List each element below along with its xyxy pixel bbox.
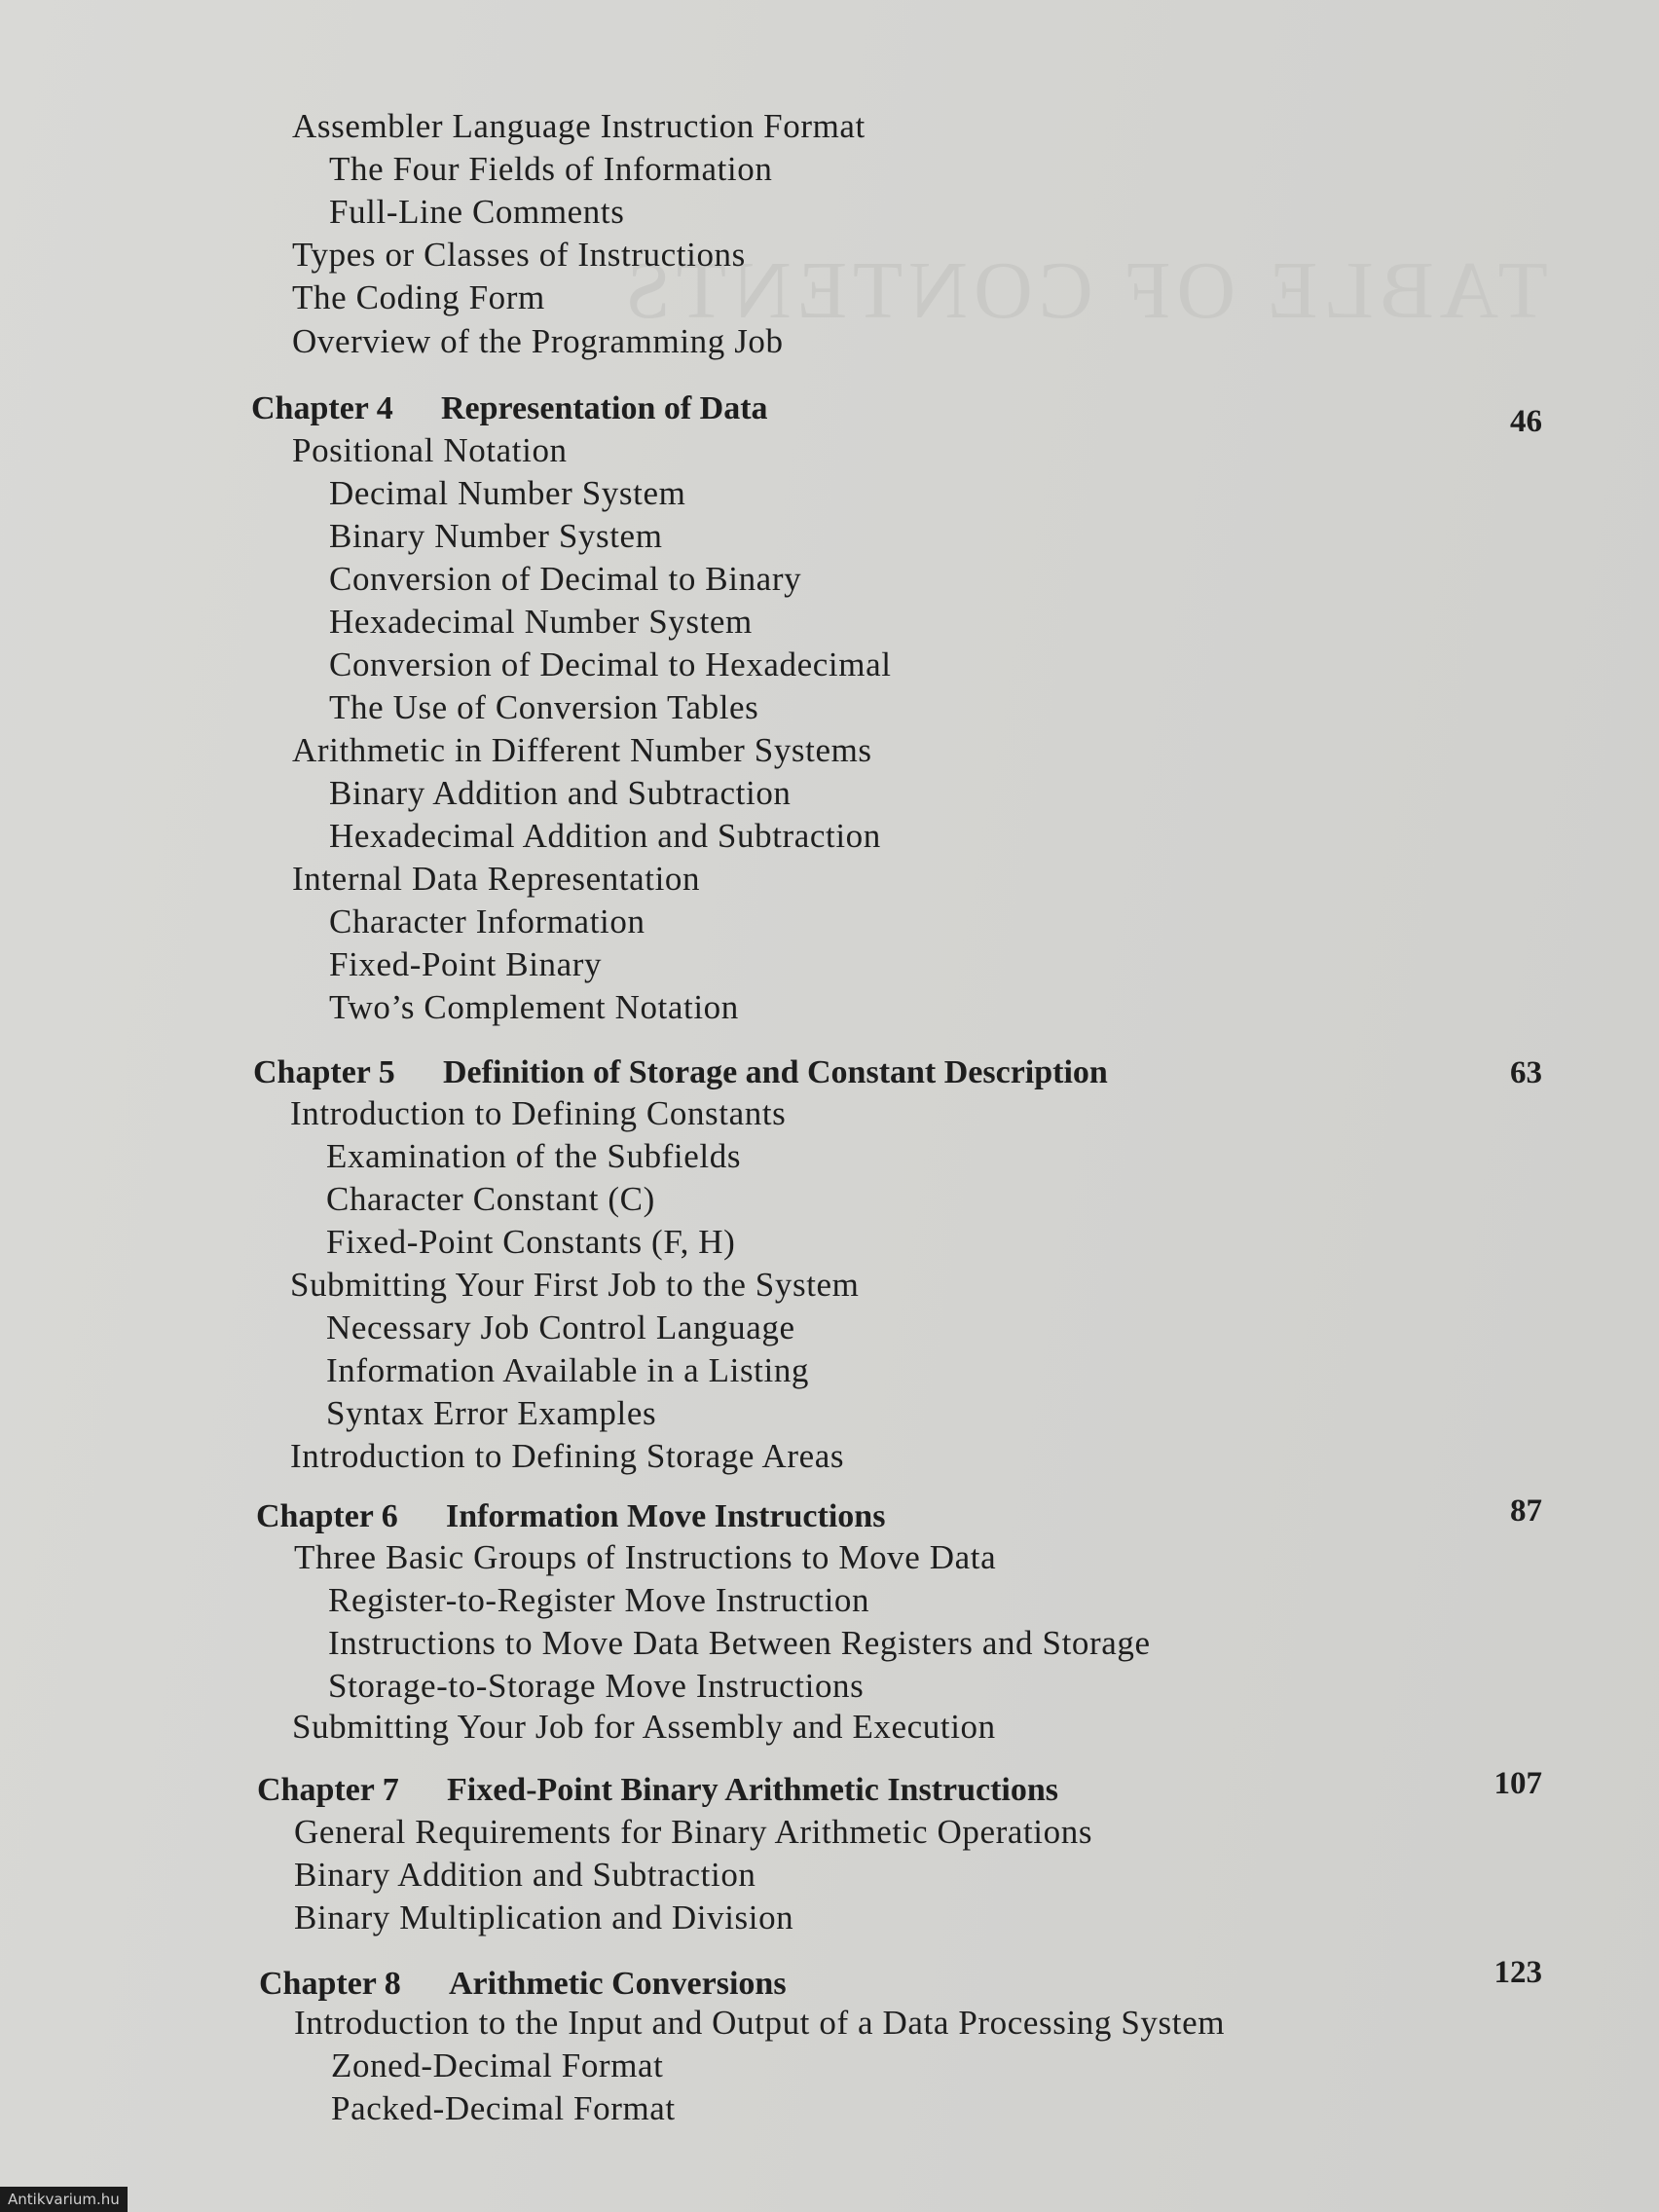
toc-subsection: Register-to-Register Move Instruction [328,1581,870,1619]
chapter-title: Arithmetic Conversions [449,1966,787,2002]
toc-section: Internal Data Representation [292,860,701,898]
toc-subsection: Examination of the Subfields [326,1137,742,1175]
toc-section: Submitting Your First Job to the System [290,1266,860,1304]
toc-subsection: Syntax Error Examples [326,1394,657,1432]
toc-subsection: Binary Number System [329,517,663,555]
chapter-6-heading [256,1497,885,1536]
chapter-4-heading [251,389,768,428]
chapter-label: Chapter 4 [251,390,393,426]
toc-subsection: Packed-Decimal Format [331,2089,676,2127]
toc-section: Three Basic Groups of Instructions to Move Data [294,1538,997,1576]
toc-subsection: Information Available in a Listing [326,1351,810,1389]
chapter-7-heading [257,1771,1058,1810]
toc-section: General Requirements for Binary Arithmetic Operations [294,1813,1093,1851]
chapter-8-heading [259,1965,787,2004]
chapter-label: Chapter 8 [259,1966,401,2002]
toc-subsection: Hexadecimal Addition and Subtraction [329,817,881,855]
toc-subsection: The Use of Conversion Tables [329,688,759,726]
toc-subsection: Decimal Number System [329,474,686,512]
toc-section: Introduction to the Input and Output of a Data Processing System [294,2004,1226,2042]
toc-subsection: Necessary Job Control Language [326,1309,795,1346]
toc-subsection: Two’s Complement Notation [329,988,739,1026]
toc-subsection: Full-Line Comments [329,193,625,231]
toc-subsection: Character Constant (C) [326,1180,655,1218]
toc-subsection: Binary Addition and Subtraction [329,774,792,812]
toc-section: The Coding Form [292,278,545,316]
chapter-title: Information Move Instructions [446,1498,886,1534]
chapter-title: Definition of Storage and Constant Description [443,1054,1108,1090]
toc-section: Introduction to Defining Storage Areas [290,1437,845,1475]
chapter-7-page-number: 107 [1493,1766,1542,1801]
toc-subsection: Conversion of Decimal to Binary [329,560,802,598]
toc-section: Arithmetic in Different Number Systems [292,731,872,769]
toc-subsection: Conversion of Decimal to Hexadecimal [329,645,892,683]
chapter-4-page-number: 46 [1510,404,1542,439]
toc-section: Submitting Your Job for Assembly and Execution [292,1708,996,1746]
chapter-8-page-number: 123 [1493,1955,1542,1990]
toc-subsection: Instructions to Move Data Between Registers and Storage [328,1624,1151,1662]
toc-subsection: Fixed-Point Constants (F, H) [326,1223,736,1261]
toc-subsection: The Four Fields of Information [329,150,773,188]
chapter-label: Chapter 6 [256,1498,398,1534]
chapter-label: Chapter 7 [257,1772,399,1808]
toc-section: Overview of the Programming Job [292,322,784,360]
toc-subsection: Hexadecimal Number System [329,603,753,641]
toc-section: Binary Multiplication and Division [294,1899,794,1936]
toc-subsection: Character Information [329,903,645,940]
chapter-6-page-number: 87 [1510,1493,1542,1529]
toc-subsection: Storage-to-Storage Move Instructions [328,1667,865,1705]
toc-section: Introduction to Defining Constants [290,1094,787,1132]
chapter-5-page-number: 63 [1510,1055,1542,1090]
toc-subsection: Fixed-Point Binary [329,945,603,983]
watermark-label: Antikvarium.hu [0,2187,128,2212]
chapter-title: Fixed-Point Binary Arithmetic Instructions [447,1772,1059,1808]
toc-section: Binary Addition and Subtraction [294,1856,756,1894]
toc-section: Assembler Language Instruction Format [292,107,866,145]
toc-subsection: Zoned-Decimal Format [331,2046,664,2084]
chapter-5-heading [253,1053,1108,1092]
chapter-title: Representation of Data [441,390,768,426]
toc-section: Positional Notation [292,431,568,469]
toc-section: Types or Classes of Instructions [292,236,746,274]
chapter-label: Chapter 5 [253,1054,395,1090]
show-through-heading: TABLE OF CONTENTS [619,245,1548,336]
